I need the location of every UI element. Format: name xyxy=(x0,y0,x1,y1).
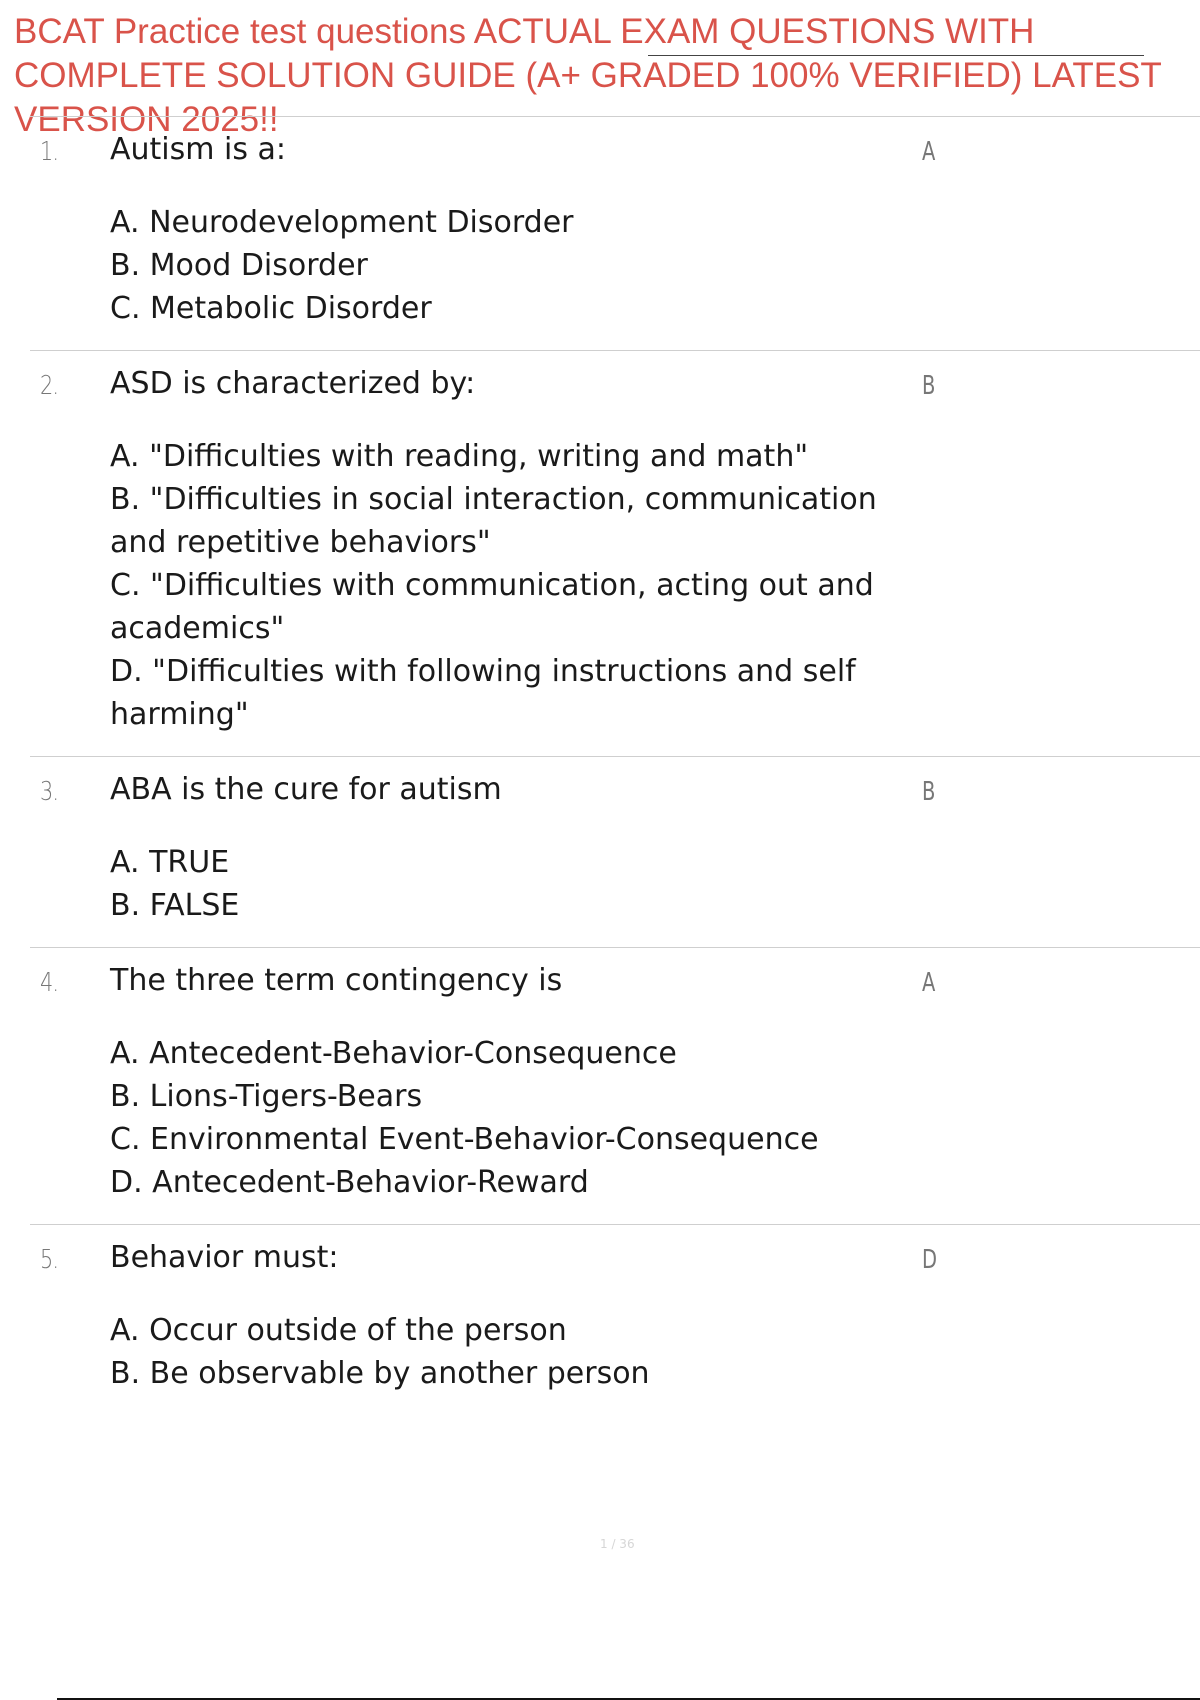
answer-option: A. Antecedent-Behavior-Consequence xyxy=(110,1036,677,1071)
answer-option: B. "Difficulties in social interaction, communication and repetitive behaviors" xyxy=(110,482,877,560)
answer-key: B xyxy=(922,371,936,401)
answer-option: B. FALSE xyxy=(110,888,240,923)
question-number: 5. xyxy=(40,1245,59,1275)
answer-option: D. "Difficulties with following instructions and self harming" xyxy=(110,654,856,732)
answer-option: A. "Difficulties with reading, writing and math" xyxy=(110,439,809,474)
question-body xyxy=(110,129,890,330)
answer-option: A. TRUE xyxy=(110,845,230,880)
title-underline xyxy=(648,55,1144,56)
question-body xyxy=(110,960,890,1204)
question-text: ABA is the cure for autism xyxy=(110,772,502,807)
question-text: ASD is characterized by: xyxy=(110,366,476,401)
question-row-2 xyxy=(30,351,1200,757)
question-row-4 xyxy=(30,948,1200,1225)
question-text: The three term contingency is xyxy=(110,963,563,998)
question-row-1 xyxy=(30,117,1200,351)
answer-option: D. Antecedent-Behavior-Reward xyxy=(110,1165,589,1200)
answer-option: B. Mood Disorder xyxy=(110,248,368,283)
answer-option: B. Lions-Tigers-Bears xyxy=(110,1079,423,1114)
question-number: 4. xyxy=(40,968,59,998)
question-text: Autism is a: xyxy=(110,132,287,167)
answer-key: B xyxy=(922,777,936,807)
document-title: BCAT Practice test questions ACTUAL EXAM QUESTIONS WITH COMPLETE SOLUTION GUIDE (A+ GRADED 100% VERIFIED) LATEST VERSION 2025!! xyxy=(14,12,1162,139)
answer-key: D xyxy=(922,1245,938,1275)
answer-key: A xyxy=(922,137,936,167)
answer-option: A. Occur outside of the person xyxy=(110,1313,567,1348)
page-number: 1 / 36 xyxy=(600,1537,635,1551)
answer-key: A xyxy=(922,968,936,998)
question-number: 3. xyxy=(40,777,59,807)
answer-option: A. Neurodevelopment Disorder xyxy=(110,205,574,240)
question-body xyxy=(110,769,890,927)
question-list xyxy=(30,116,1200,1415)
question-body xyxy=(110,1237,890,1395)
question-row-3 xyxy=(30,757,1200,948)
question-row-5 xyxy=(30,1225,1200,1415)
answer-option: C. Metabolic Disorder xyxy=(110,291,432,326)
answer-option: C. Environmental Event-Behavior-Consequence xyxy=(110,1122,819,1157)
question-number: 2. xyxy=(40,371,59,401)
answer-option: B. Be observable by another person xyxy=(110,1356,650,1391)
question-body xyxy=(110,363,890,736)
question-text: Behavior must: xyxy=(110,1240,339,1275)
answer-option: C. "Difficulties with communication, acting out and academics" xyxy=(110,568,874,646)
question-number: 1. xyxy=(40,137,59,167)
